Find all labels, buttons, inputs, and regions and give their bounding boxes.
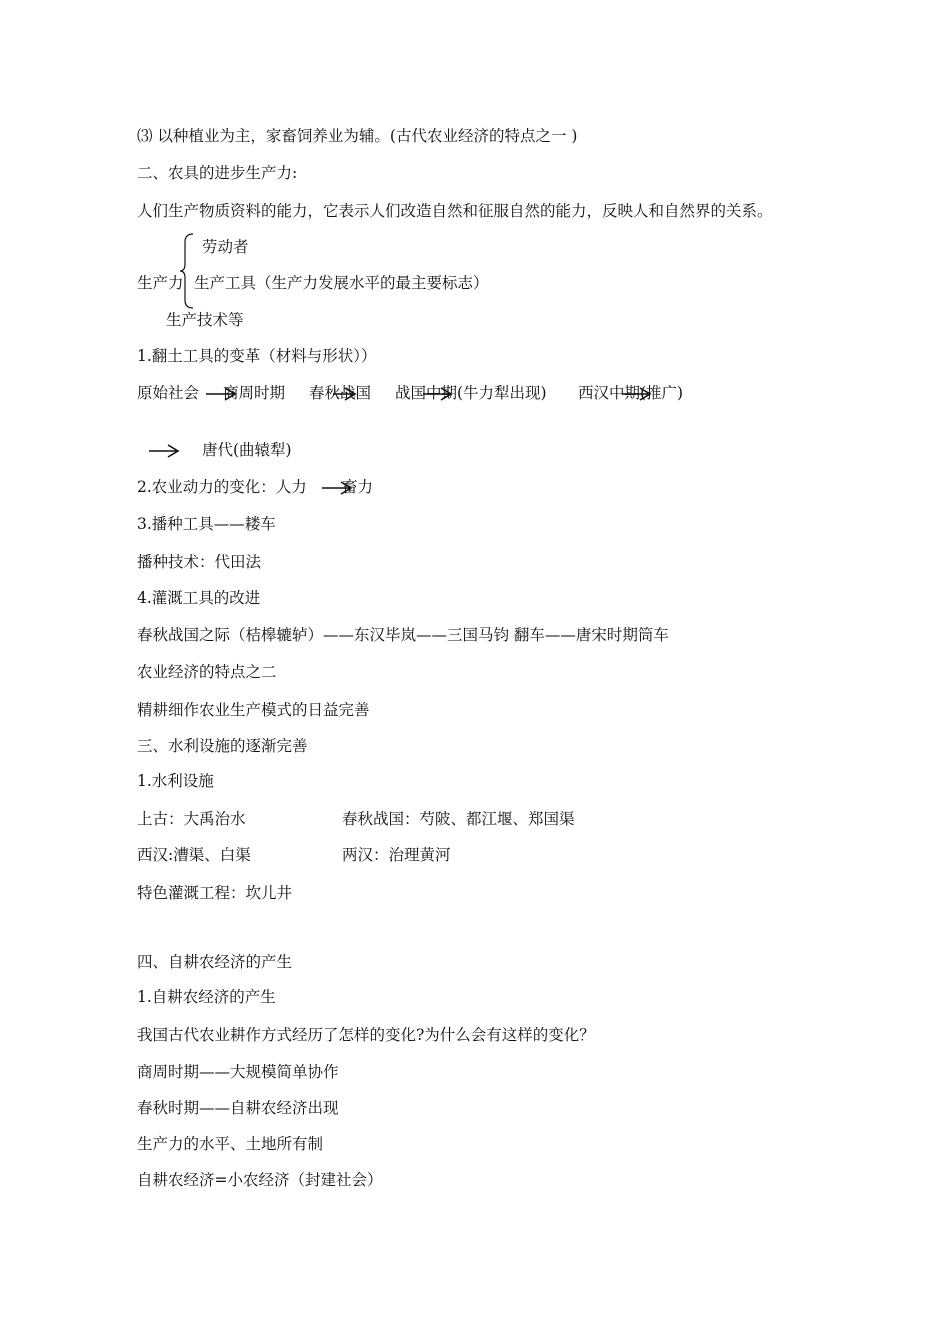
right-arrow-icon	[333, 386, 357, 402]
timeline-shang-zhou: 商周时期	[223, 384, 286, 402]
timeline-tang: 唐代(曲辕犁)	[202, 441, 292, 459]
productivity-label: 生产力	[137, 274, 184, 292]
subheading-plowing-tools: 1.翻土工具的变革（材料与形状））	[137, 347, 377, 365]
text-line-causes: 生产力的水平、土地所有制	[137, 1135, 324, 1153]
section-heading-water-conservancy: 三、水利设施的逐渐完善	[137, 737, 308, 755]
timeline-spring-autumn: 春秋战国	[309, 384, 372, 402]
section-heading-self-farming: 四、自耕农经济的产生	[137, 953, 293, 971]
text-line-karez: 特色灌溉工程：坎儿井	[137, 884, 293, 902]
water-item-western-han: 西汉:漕渠、白渠	[137, 846, 251, 864]
subheading-irrigation-tools: 4.灌溉工具的改进	[137, 589, 261, 607]
subheading-water-facilities: 1.水利设施	[137, 772, 214, 790]
productivity-item-laborer: 劳动者	[202, 238, 249, 256]
right-arrow-icon	[149, 443, 181, 459]
timeline-warring-states: 战国中期(牛力犁出现)	[395, 384, 547, 402]
left-brace-icon	[179, 232, 195, 310]
timeline-primitive: 原始社会	[137, 384, 200, 402]
timeline-western-han: 西汉中期(推广)	[578, 384, 684, 402]
water-item-two-han: 两汉：治理黄河	[342, 846, 451, 864]
productivity-item-technology: 生产技术等	[166, 311, 244, 329]
right-arrow-icon	[622, 386, 652, 402]
right-arrow-icon	[322, 480, 354, 496]
text-line-productivity-definition: 人们生产物质资料的能力，它表示人们改造自然和征服自然的能力，反映人和自然界的关系。	[137, 202, 773, 220]
text-line-sowing-technique: 播种技术：代田法	[137, 553, 262, 571]
section-heading-tools: 二、农具的进步生产力:	[137, 164, 298, 182]
power-change-prefix: 2.农业动力的变化：人力	[137, 478, 307, 496]
water-item-yu: 上古：大禹治水	[137, 810, 246, 828]
subheading-sowing-tool: 3.播种工具——耧车	[137, 515, 276, 533]
subheading-self-farming: 1.自耕农经济的产生	[137, 988, 276, 1006]
productivity-item-tools: 生产工具（生产力发展水平的最主要标志）	[194, 274, 489, 292]
water-item-spring-autumn: 春秋战国：芍陂、都江堰、郑国渠	[342, 810, 575, 828]
text-line-irrigation-history: 春秋战国之际（桔槔辘轳）——东汉毕岚——三国马钧 翻车——唐宋时期筒车	[137, 626, 669, 644]
text-line-small-peasant-economy: 自耕农经济=小农经济（封建社会）	[137, 1171, 383, 1189]
text-line-spring-autumn-farming: 春秋时期——自耕农经济出现	[137, 1099, 339, 1117]
text-line-planting: ⑶ 以种植业为主，家畜饲养业为辅。(古代农业经济的特点之一 )	[137, 127, 578, 145]
text-line-shang-zhou-farming: 商周时期——大规模简单协作	[137, 1063, 339, 1081]
power-change-suffix: 畜力	[342, 478, 374, 496]
text-line-feature-two: 农业经济的特点之二	[137, 663, 277, 681]
text-line-intensive-farming: 精耕细作农业生产模式的日益完善	[137, 701, 370, 719]
right-arrow-icon	[423, 386, 453, 402]
text-line-question: 我国古代农业耕作方式经历了怎样的变化?为什么会有这样的变化？	[137, 1026, 595, 1044]
